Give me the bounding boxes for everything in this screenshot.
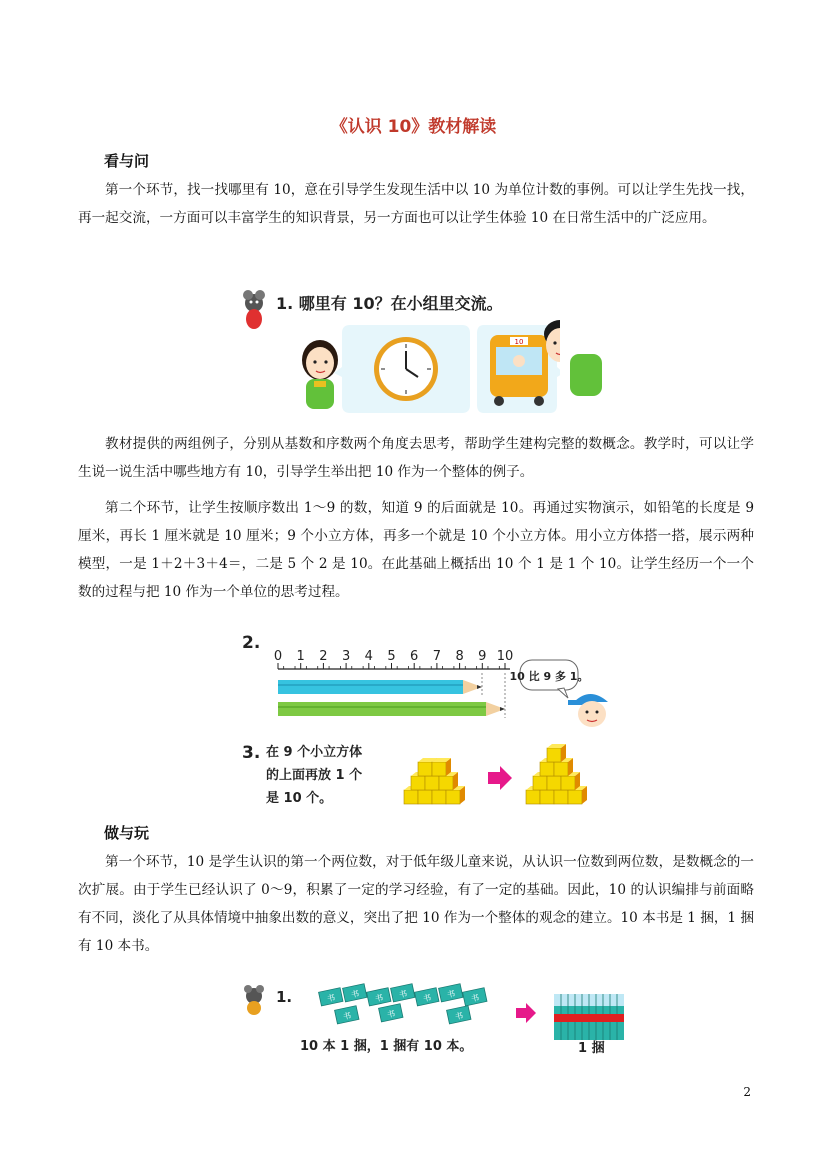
- book-icon: [379, 1004, 403, 1022]
- speech-text: 10 比 9 多 1。: [509, 670, 589, 683]
- svg-text:书: 书: [326, 993, 336, 1004]
- cube: [432, 762, 446, 776]
- book-bundle-icon: [554, 994, 624, 1040]
- cube: [540, 762, 554, 776]
- bus-number: 10: [514, 338, 524, 346]
- cube: [418, 790, 432, 804]
- cube: [411, 776, 425, 790]
- cube: [554, 790, 568, 804]
- boy-body: [566, 350, 606, 404]
- section-heading-do-play: 做与玩: [104, 824, 150, 842]
- svg-text:书: 书: [374, 993, 384, 1004]
- ten-books: [319, 984, 487, 1024]
- cubes-ten: [526, 744, 587, 804]
- page-number: 2: [743, 1085, 751, 1099]
- book-icon: [415, 988, 439, 1006]
- svg-text:书: 书: [386, 1009, 396, 1020]
- bundle-label: 1 捆: [578, 1041, 605, 1056]
- label-figure3: 1.: [276, 988, 293, 1006]
- ruler-tick-label: 7: [432, 649, 442, 664]
- clock-bubble: [334, 325, 470, 413]
- cube: [432, 790, 446, 804]
- cube: [404, 790, 418, 804]
- label-3: 3.: [242, 743, 261, 763]
- cube: [418, 762, 432, 776]
- svg-text:书: 书: [350, 989, 360, 1000]
- cube: [446, 790, 460, 804]
- book-icon: [367, 988, 391, 1006]
- figure-where-is-ten: [240, 285, 560, 424]
- boy-with-cap-illustration: [568, 694, 608, 727]
- bus-icon: [490, 335, 548, 406]
- ruler-tick-label: 5: [387, 649, 396, 664]
- paragraph-1: 第一个环节，找一找哪里有 10，意在引导学生发现生活中以 10 为单位计数的事例。可以让学生先找一找，再一起交流，一方面可以丰富学生的知识背景，另一方面也可以让学生体验 10 在日常生活中的广泛应用。: [78, 182, 754, 226]
- book-icon: [343, 984, 367, 1002]
- book-icon: [391, 984, 415, 1002]
- paragraph-2: 教材提供的两组例子，分别从基数和序数两个角度去思考，帮助学生建构完整的数概念。教学时，可以让学生说一说生活中哪些地方有 10，引导学生举出把 10 作为一个整体的例子。: [78, 436, 754, 480]
- ruler-tick-label: 1: [296, 649, 305, 664]
- ruler-tick-label: 4: [364, 649, 373, 664]
- cube: [547, 748, 561, 762]
- cube: [547, 776, 561, 790]
- label-2: 2.: [242, 633, 261, 653]
- cube: [439, 776, 453, 790]
- mouse-icon: [244, 985, 264, 1015]
- cube: [526, 790, 540, 804]
- cube: [568, 790, 582, 804]
- ruler: [274, 649, 513, 669]
- svg-text:书: 书: [446, 989, 456, 1000]
- girl-illustration: [302, 340, 338, 409]
- ruler-tick-label: 2: [319, 649, 328, 664]
- section-heading-look-ask: 看与问: [104, 152, 150, 170]
- book-icon: [447, 1006, 471, 1024]
- figure1-caption: 1. 哪里有 10？在小组里交流。: [276, 294, 503, 313]
- book-icon: [463, 988, 487, 1006]
- figure-ruler-and-cubes: [238, 628, 628, 816]
- svg-text:书: 书: [454, 1011, 464, 1022]
- paragraph-3: 第二个环节，让学生按顺序数出 1～9 的数，知道 9 的后面就是 10。再通过实物演示，如铅笔的长度是 9 厘米，再长 1 厘米就是 10 厘米；9 个小立方体，再多一个就是 10 个小立方体。用小立方体搭一搭，展示两种模型，一是 1＋2＋3＋4＝，二是 5 个 2 是 10。在此基础上概括出 10 个 1 是 1 个 10。让学生经历一个一个数的过程与把 10 作为一个单位的思考过程。: [78, 500, 754, 600]
- page-title: 《认识 10》教材解读: [330, 117, 497, 137]
- speech-bubble: [510, 660, 589, 698]
- pencil-9cm: [278, 680, 482, 694]
- book-icon: [439, 984, 463, 1002]
- cube: [540, 790, 554, 804]
- ruler-tick-label: 8: [455, 649, 464, 664]
- book-icon: [335, 1006, 359, 1024]
- figure-book-bundle: [240, 982, 640, 1066]
- svg-text:书: 书: [342, 1011, 352, 1022]
- cubes-nine: [404, 758, 465, 804]
- cube: [425, 776, 439, 790]
- ruler-tick-label: 3: [341, 649, 351, 664]
- cube: [554, 762, 568, 776]
- arrow-icon: [516, 1003, 536, 1023]
- text3-line2: 的上面再放 1 个: [266, 768, 363, 783]
- cube: [561, 776, 575, 790]
- ruler-tick-label: 10: [496, 649, 514, 664]
- book-icon: [319, 988, 343, 1006]
- svg-text:书: 书: [398, 989, 408, 1000]
- text3-line1: 在 9 个小立方体: [266, 745, 363, 760]
- arrow-icon: [488, 766, 512, 790]
- figure3-caption: 10 本 1 捆，1 捆有 10 本。: [300, 1039, 473, 1054]
- text3-line3: 是 10 个。: [266, 791, 333, 806]
- cube: [533, 776, 547, 790]
- mouse-icon: [243, 290, 265, 329]
- ruler-tick-label: 6: [410, 649, 419, 664]
- pencil-10cm: [278, 702, 505, 716]
- paragraph-4: 第一个环节，10 是学生认识的第一个两位数，对于低年级儿童来说，从认识一位数到两位数，是数概念的一次扩展。由于学生已经认识了 0～9，积累了一定的学习经验，有了一定的基础。因此，10 的认识编排与前面略有不同，淡化了从具体情境中抽象出数的意义，突出了把 10 作为一个整体的观念的建立。10 本书是 1 捆，1 捆有 10 本书。: [78, 854, 754, 954]
- ruler-tick-label: 9: [478, 649, 487, 664]
- svg-text:书: 书: [470, 993, 480, 1004]
- ruler-tick-label: 0: [273, 649, 283, 664]
- svg-text:书: 书: [422, 993, 432, 1004]
